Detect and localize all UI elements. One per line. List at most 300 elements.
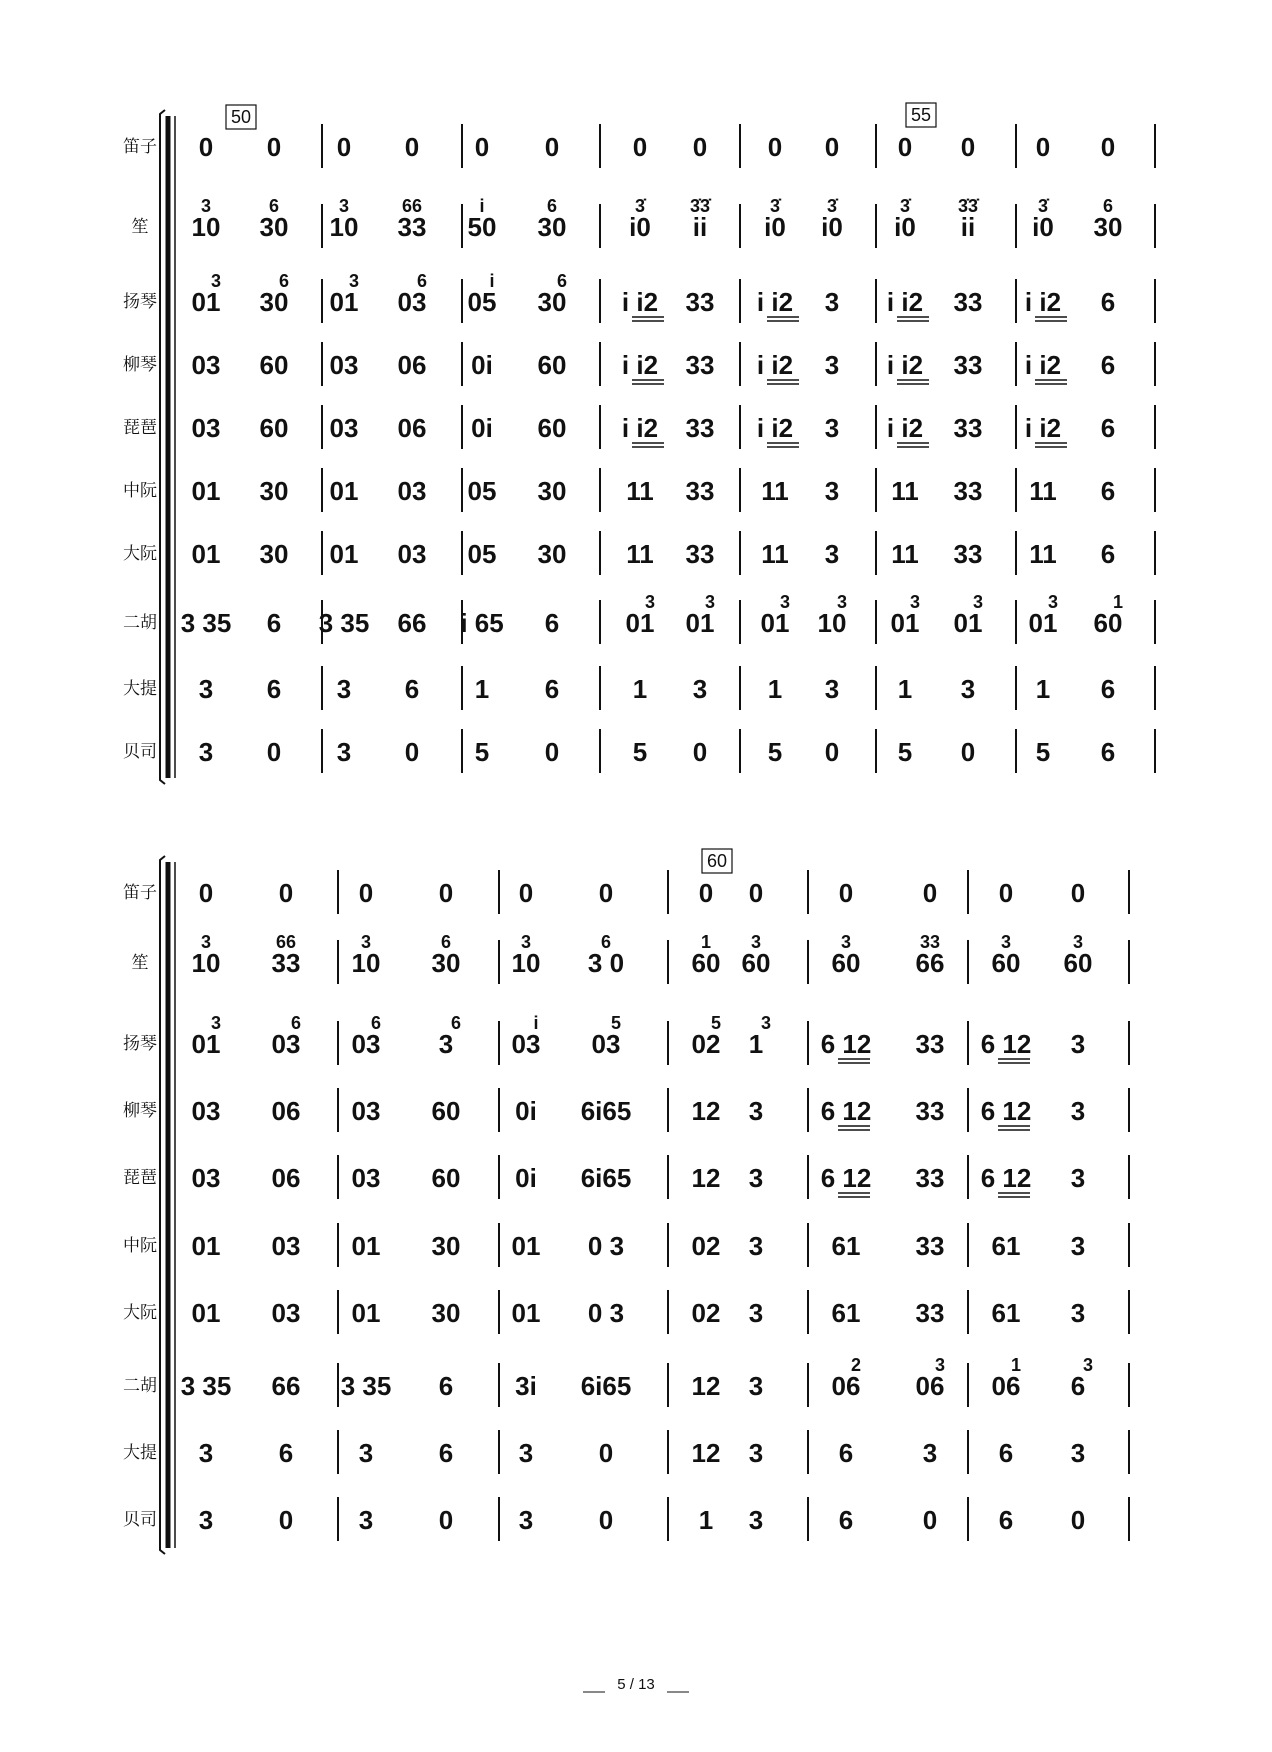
note-upper: 6 — [278, 271, 290, 291]
note-upper: 33 — [919, 932, 941, 952]
note-sheng: i0 — [1032, 212, 1054, 242]
note-zhongruan: 11 — [1029, 476, 1057, 506]
note-zhongruan: 33 — [915, 1231, 945, 1261]
note-upper: 3 — [1000, 932, 1012, 952]
note-dizi: 0 — [518, 878, 534, 908]
instrument-label-daruan: 大阮 — [123, 1303, 157, 1323]
note-erhu: 12 — [691, 1371, 721, 1401]
note-liuqin: 6 12 — [980, 1096, 1032, 1126]
note-pipa: 03 — [351, 1163, 381, 1193]
note-yangqin: 05 — [467, 287, 497, 317]
note-upper: 3 — [909, 592, 921, 612]
note-upper: 3 — [1072, 932, 1084, 952]
note-liuqin: 03 — [191, 350, 221, 380]
note-upper: 3 — [1047, 592, 1059, 612]
note-upper: 66 — [275, 932, 297, 952]
note-daruan: 0 3 — [587, 1298, 625, 1328]
note-dizi: 0 — [358, 878, 374, 908]
note-sheng: 10 — [511, 948, 541, 978]
note-upper: 3̇ — [1037, 196, 1049, 216]
note-sheng: 60 — [1063, 948, 1093, 978]
note-yangqin: 01 — [191, 287, 221, 317]
note-erhu: 01 — [625, 608, 655, 638]
note-erhu: 3 35 — [180, 1371, 232, 1401]
note-upper: 6 — [450, 1013, 462, 1033]
note-daruan: 3 — [1070, 1298, 1086, 1328]
note-sheng: 10 — [191, 948, 221, 978]
note-sheng: 30 — [431, 948, 461, 978]
note-pipa: 33 — [915, 1163, 945, 1193]
note-erhu: i 65 — [460, 608, 504, 638]
note-daruan: 11 — [891, 539, 919, 569]
note-pipa: 12 — [691, 1163, 721, 1193]
rehearsal-mark: 55 — [910, 105, 932, 125]
note-zhongruan: 02 — [691, 1231, 721, 1261]
instrument-label-dizi: 笛子 — [123, 883, 157, 903]
note-beisi: 0 — [544, 737, 560, 767]
note-zhongruan: 61 — [991, 1231, 1021, 1261]
note-zhongruan: 01 — [351, 1231, 381, 1261]
note-beisi: 0 — [960, 737, 976, 767]
note-sheng: i0 — [821, 212, 843, 242]
note-yangqin: 3 — [1070, 1029, 1086, 1059]
note-dati: 1 — [767, 674, 783, 704]
note-dati: 6 — [998, 1438, 1014, 1468]
note-yangqin: 30 — [537, 287, 567, 317]
note-pipa: 03 — [329, 413, 359, 443]
note-daruan: 01 — [329, 539, 359, 569]
note-liuqin: 33 — [915, 1096, 945, 1126]
note-pipa: 6 — [1100, 413, 1116, 443]
instrument-label-zhongruan: 中阮 — [123, 481, 157, 501]
note-beisi: 3 — [198, 1505, 214, 1535]
note-dizi: 0 — [336, 132, 352, 162]
note-liuqin: 33 — [953, 350, 983, 380]
instrument-label-zhongruan: 中阮 — [123, 1236, 157, 1256]
note-upper: 3̇ — [826, 196, 838, 216]
note-dizi: 0 — [404, 132, 420, 162]
note-daruan: 61 — [991, 1298, 1021, 1328]
note-upper: 1 — [1112, 592, 1124, 612]
note-upper: 3 — [840, 932, 852, 952]
note-pipa: 6i65 — [580, 1163, 632, 1193]
note-upper: 3 — [836, 592, 848, 612]
note-dizi: 0 — [922, 878, 938, 908]
note-pipa: 6 12 — [980, 1163, 1032, 1193]
note-sheng: ii — [960, 212, 976, 242]
note-zhongruan: 61 — [831, 1231, 861, 1261]
note-yangqin: 6 12 — [980, 1029, 1032, 1059]
note-erhu: 10 — [817, 608, 847, 638]
note-dati: 3 — [748, 1438, 764, 1468]
note-sheng: 60 — [741, 948, 771, 978]
note-upper: 3 — [760, 1013, 772, 1033]
note-zhongruan: 33 — [685, 476, 715, 506]
note-liuqin: 03 — [329, 350, 359, 380]
note-yangqin: i i2 — [1024, 287, 1062, 317]
note-daruan: 03 — [397, 539, 427, 569]
note-liuqin: 03 — [351, 1096, 381, 1126]
note-beisi: 5 — [474, 737, 490, 767]
note-sheng: 30 — [259, 212, 289, 242]
note-dati: 3 — [692, 674, 708, 704]
note-dati: 3 — [922, 1438, 938, 1468]
note-beisi: 5 — [632, 737, 648, 767]
note-dizi: 0 — [474, 132, 490, 162]
note-beisi: 1 — [698, 1505, 714, 1535]
note-pipa: i i2 — [621, 413, 659, 443]
note-dizi: 0 — [748, 878, 764, 908]
note-yangqin: 03 — [271, 1029, 301, 1059]
note-zhongruan: 3 — [1070, 1231, 1086, 1261]
note-upper: 6 — [600, 932, 612, 952]
note-dizi: 0 — [1070, 878, 1086, 908]
note-dizi: 0 — [278, 878, 294, 908]
note-zhongruan: 01 — [511, 1231, 541, 1261]
note-sheng: 60 — [991, 948, 1021, 978]
note-sheng: 30 — [1093, 212, 1123, 242]
note-erhu: 01 — [1028, 608, 1058, 638]
note-liuqin: 12 — [691, 1096, 721, 1126]
note-dati: 6 — [438, 1438, 454, 1468]
note-yangqin: 33 — [685, 287, 715, 317]
note-upper: i — [533, 1013, 539, 1033]
note-pipa: 03 — [191, 413, 221, 443]
note-upper: 3 — [644, 592, 656, 612]
note-upper: i — [489, 271, 495, 291]
note-pipa: 60 — [431, 1163, 461, 1193]
note-zhongruan: 03 — [397, 476, 427, 506]
note-upper: 3 — [360, 932, 372, 952]
instrument-label-erhu: 二胡 — [123, 613, 157, 633]
note-erhu: 06 — [831, 1371, 861, 1401]
note-dizi: 0 — [632, 132, 648, 162]
note-upper: 6 — [1102, 196, 1114, 216]
note-beisi: 3 — [518, 1505, 534, 1535]
note-liuqin: 0i — [515, 1096, 537, 1126]
note-yangqin: 6 — [1100, 287, 1116, 317]
system-2 — [123, 849, 1129, 1554]
note-upper: 3 — [200, 196, 212, 216]
note-pipa: 6 12 — [820, 1163, 872, 1193]
rehearsal-mark: 60 — [706, 851, 728, 871]
note-liuqin: 60 — [259, 350, 289, 380]
note-zhongruan: 11 — [761, 476, 789, 506]
note-erhu: 01 — [890, 608, 920, 638]
note-yangqin: 3 — [438, 1029, 454, 1059]
note-yangqin: 01 — [329, 287, 359, 317]
note-yangqin: 01 — [191, 1029, 221, 1059]
note-zhongruan: 30 — [537, 476, 567, 506]
note-pipa: 0i — [515, 1163, 537, 1193]
note-sheng: 66 — [915, 948, 945, 978]
note-daruan: 01 — [191, 1298, 221, 1328]
note-pipa: i i2 — [886, 413, 924, 443]
note-beisi: 3 — [336, 737, 352, 767]
note-beisi: 5 — [767, 737, 783, 767]
note-daruan: 03 — [271, 1298, 301, 1328]
note-yangqin: 03 — [397, 287, 427, 317]
note-beisi: 6 — [1100, 737, 1116, 767]
note-erhu: 3 35 — [340, 1371, 392, 1401]
instrument-label-liuqin: 柳琴 — [123, 1101, 157, 1121]
note-beisi: 5 — [1035, 737, 1051, 767]
note-upper: 5 — [610, 1013, 622, 1033]
note-dati: 1 — [1035, 674, 1051, 704]
note-beisi: 6 — [998, 1505, 1014, 1535]
note-daruan: 30 — [259, 539, 289, 569]
note-liuqin: 60 — [537, 350, 567, 380]
note-daruan: 01 — [511, 1298, 541, 1328]
note-dati: 1 — [632, 674, 648, 704]
note-liuqin: i i2 — [756, 350, 794, 380]
note-upper: 2 — [850, 1355, 862, 1375]
instrument-label-beisi: 贝司 — [123, 742, 157, 762]
note-erhu: 60 — [1093, 608, 1123, 638]
note-pipa: 3 — [748, 1163, 764, 1193]
note-dizi: 0 — [198, 878, 214, 908]
note-beisi: 0 — [404, 737, 420, 767]
note-liuqin: 3 — [748, 1096, 764, 1126]
note-zhongruan: 03 — [271, 1231, 301, 1261]
note-zhongruan: 3 — [824, 476, 840, 506]
note-dati: 12 — [691, 1438, 721, 1468]
note-dati: 1 — [897, 674, 913, 704]
instrument-label-erhu: 二胡 — [123, 1376, 157, 1396]
note-dati: 3 — [518, 1438, 534, 1468]
note-upper: 66 — [401, 196, 423, 216]
note-dizi: 0 — [698, 878, 714, 908]
note-pipa: 06 — [397, 413, 427, 443]
note-upper: 3̇ — [769, 196, 781, 216]
note-liuqin: i i2 — [886, 350, 924, 380]
note-pipa: 03 — [191, 1163, 221, 1193]
note-upper: 3 — [1082, 1355, 1094, 1375]
note-sheng: i0 — [629, 212, 651, 242]
note-daruan: 11 — [761, 539, 789, 569]
note-upper: 6 — [416, 271, 428, 291]
instrument-label-pipa: 琵琶 — [123, 1168, 157, 1188]
note-yangqin: i i2 — [621, 287, 659, 317]
note-sheng: i0 — [764, 212, 786, 242]
note-pipa: 3 — [1070, 1163, 1086, 1193]
note-yangqin: 1 — [748, 1029, 764, 1059]
note-erhu: 6 — [1070, 1371, 1086, 1401]
system-bracket — [160, 110, 165, 784]
note-liuqin: 33 — [685, 350, 715, 380]
note-sheng: 60 — [831, 948, 861, 978]
instrument-label-dati: 大提 — [123, 679, 157, 699]
note-beisi: 0 — [692, 737, 708, 767]
note-pipa: 60 — [537, 413, 567, 443]
note-beisi: 3 — [748, 1505, 764, 1535]
note-beisi: 5 — [897, 737, 913, 767]
note-liuqin: 6 — [1100, 350, 1116, 380]
note-beisi: 0 — [278, 1505, 294, 1535]
note-upper: 3 — [934, 1355, 946, 1375]
note-dizi: 0 — [598, 878, 614, 908]
note-sheng: 10 — [329, 212, 359, 242]
note-erhu: 66 — [271, 1371, 301, 1401]
note-yangqin: 02 — [691, 1029, 721, 1059]
note-zhongruan: 33 — [953, 476, 983, 506]
note-dizi: 0 — [838, 878, 854, 908]
note-zhongruan: 0 3 — [587, 1231, 625, 1261]
note-liuqin: 06 — [271, 1096, 301, 1126]
note-dizi: 0 — [438, 878, 454, 908]
note-daruan: 3 — [748, 1298, 764, 1328]
system-bracket — [160, 856, 165, 1554]
note-pipa: 60 — [259, 413, 289, 443]
note-daruan: 6 — [1100, 539, 1116, 569]
note-upper: 6 — [546, 196, 558, 216]
note-dizi: 0 — [960, 132, 976, 162]
note-erhu: 6 — [544, 608, 560, 638]
instrument-label-dati: 大提 — [123, 1443, 157, 1463]
note-upper: 3 — [210, 1013, 222, 1033]
note-upper: 5 — [710, 1013, 722, 1033]
instrument-label-sheng: 笙 — [131, 953, 149, 973]
note-dati: 6 — [838, 1438, 854, 1468]
note-dati: 6 — [278, 1438, 294, 1468]
note-erhu: 6 — [438, 1371, 454, 1401]
instrument-label-dizi: 笛子 — [123, 137, 157, 157]
note-yangqin: 3 — [824, 287, 840, 317]
note-zhongruan: 01 — [329, 476, 359, 506]
note-daruan: 30 — [431, 1298, 461, 1328]
note-upper: 3̇3̇ — [957, 196, 979, 216]
note-upper: 3 — [972, 592, 984, 612]
note-dizi: 0 — [1100, 132, 1116, 162]
note-upper: 3 — [210, 271, 222, 291]
note-sheng: 33 — [397, 212, 427, 242]
instrument-label-liuqin: 柳琴 — [123, 355, 157, 375]
note-upper: 3 — [704, 592, 716, 612]
note-dati: 3 — [336, 674, 352, 704]
instrument-label-beisi: 贝司 — [123, 1510, 157, 1530]
note-dati: 0 — [598, 1438, 614, 1468]
note-pipa: 0i — [471, 413, 493, 443]
note-dati: 6 — [544, 674, 560, 704]
note-dizi: 0 — [1035, 132, 1051, 162]
note-beisi: 3 — [198, 737, 214, 767]
note-beisi: 0 — [1070, 1505, 1086, 1535]
note-liuqin: i i2 — [621, 350, 659, 380]
note-pipa: i i2 — [1024, 413, 1062, 443]
instrument-label-sheng: 笙 — [131, 217, 149, 237]
note-zhongruan: 11 — [891, 476, 919, 506]
note-upper: 3 — [750, 932, 762, 952]
note-pipa: i i2 — [756, 413, 794, 443]
instrument-label-daruan: 大阮 — [123, 544, 157, 564]
note-sheng: 50 — [467, 212, 497, 242]
note-erhu: 3 35 — [180, 608, 232, 638]
note-zhongruan: 6 — [1100, 476, 1116, 506]
note-dizi: 0 — [998, 878, 1014, 908]
note-dati: 3 — [960, 674, 976, 704]
note-upper: 6 — [440, 932, 452, 952]
note-dati: 6 — [266, 674, 282, 704]
note-upper: 6 — [290, 1013, 302, 1033]
note-zhongruan: 11 — [626, 476, 654, 506]
note-upper: 6 — [370, 1013, 382, 1033]
system-1 — [123, 103, 1155, 784]
note-liuqin: 60 — [431, 1096, 461, 1126]
rehearsal-mark: 50 — [230, 107, 252, 127]
note-erhu: 66 — [397, 608, 427, 638]
note-daruan: 61 — [831, 1298, 861, 1328]
note-daruan: 05 — [467, 539, 497, 569]
note-yangqin: 03 — [591, 1029, 621, 1059]
note-dizi: 0 — [198, 132, 214, 162]
note-liuqin: 3 — [1070, 1096, 1086, 1126]
note-erhu: 01 — [685, 608, 715, 638]
note-upper: 6 — [556, 271, 568, 291]
instrument-label-yangqin: 扬琴 — [123, 292, 157, 312]
note-daruan: 01 — [351, 1298, 381, 1328]
note-erhu: 3 35 — [318, 608, 370, 638]
note-upper: 6 — [268, 196, 280, 216]
note-yangqin: 30 — [259, 287, 289, 317]
note-sheng: 10 — [351, 948, 381, 978]
note-erhu: 6i65 — [580, 1371, 632, 1401]
note-yangqin: 03 — [511, 1029, 541, 1059]
note-erhu: 06 — [991, 1371, 1021, 1401]
note-liuqin: i i2 — [1024, 350, 1062, 380]
note-upper: 1 — [700, 932, 712, 952]
note-dizi: 0 — [544, 132, 560, 162]
note-beisi: 0 — [438, 1505, 454, 1535]
note-zhongruan: 30 — [431, 1231, 461, 1261]
note-erhu: 3i — [515, 1371, 537, 1401]
note-zhongruan: 01 — [191, 476, 221, 506]
note-beisi: 6 — [838, 1505, 854, 1535]
instrument-label-pipa: 琵琶 — [123, 418, 157, 438]
note-daruan: 11 — [626, 539, 654, 569]
note-zhongruan: 30 — [259, 476, 289, 506]
note-beisi: 0 — [266, 737, 282, 767]
note-upper: 1 — [1010, 1355, 1022, 1375]
note-yangqin: i i2 — [886, 287, 924, 317]
note-dati: 1 — [474, 674, 490, 704]
note-liuqin: 03 — [191, 1096, 221, 1126]
note-erhu: 01 — [760, 608, 790, 638]
note-yangqin: 33 — [915, 1029, 945, 1059]
note-yangqin: i i2 — [756, 287, 794, 317]
note-upper: 3̇ — [899, 196, 911, 216]
note-upper: 3̇3̇ — [689, 196, 711, 216]
note-pipa: 33 — [685, 413, 715, 443]
note-liuqin: 0i — [471, 350, 493, 380]
note-yangqin: 33 — [953, 287, 983, 317]
note-upper: 3 — [348, 271, 360, 291]
note-pipa: 06 — [271, 1163, 301, 1193]
note-upper: 3 — [200, 932, 212, 952]
note-daruan: 02 — [691, 1298, 721, 1328]
note-upper: i — [479, 196, 485, 216]
note-daruan: 01 — [191, 539, 221, 569]
note-beisi: 3 — [358, 1505, 374, 1535]
note-daruan: 11 — [1029, 539, 1057, 569]
note-dizi: 0 — [824, 132, 840, 162]
instrument-label-yangqin: 扬琴 — [123, 1034, 157, 1054]
note-dizi: 0 — [767, 132, 783, 162]
note-liuqin: 6i65 — [580, 1096, 632, 1126]
note-pipa: 33 — [953, 413, 983, 443]
note-liuqin: 3 — [824, 350, 840, 380]
note-beisi: 0 — [922, 1505, 938, 1535]
note-daruan: 33 — [953, 539, 983, 569]
